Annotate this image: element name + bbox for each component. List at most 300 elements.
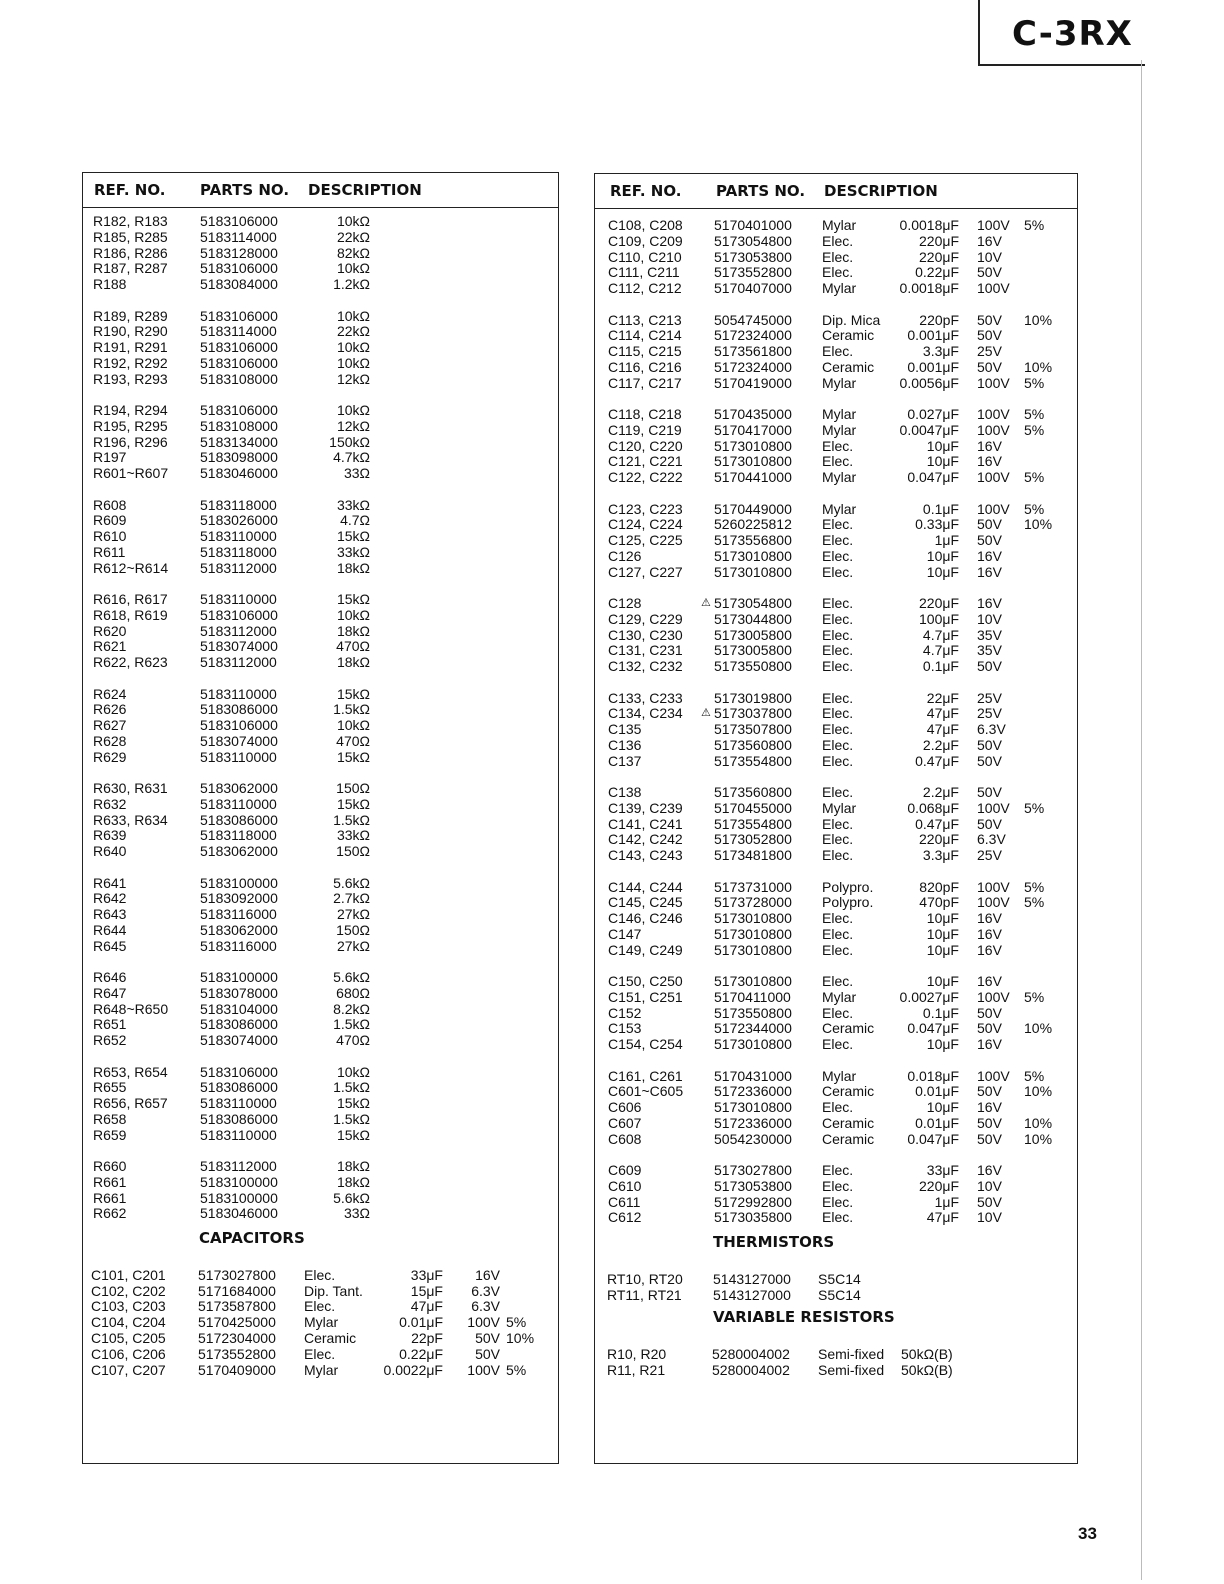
cap-value: 0.001μF xyxy=(907,358,959,375)
table-row xyxy=(83,1001,558,1017)
table-row xyxy=(83,1346,558,1362)
ref-no: RT10, RT20 xyxy=(607,1270,683,1287)
table-row xyxy=(595,438,1077,454)
cap-type: Elec. xyxy=(822,1177,854,1194)
cap-value: 15μF xyxy=(410,1282,443,1299)
table-row xyxy=(595,249,1077,265)
parts-no: 5183100000 xyxy=(200,969,278,985)
parts-no: 5173010800 xyxy=(714,941,792,958)
ref-no: C103, C203 xyxy=(91,1298,166,1315)
parts-no: 5183086000 xyxy=(200,1110,278,1127)
table-row xyxy=(83,796,558,812)
cap-value: 0.047μF xyxy=(907,1020,959,1037)
tolerance: 5% xyxy=(1024,421,1045,438)
table-row xyxy=(83,1330,558,1346)
voltage-rating: 100V xyxy=(977,469,1010,486)
cap-type: Elec. xyxy=(822,1099,854,1116)
ref-no: C609 xyxy=(608,1162,642,1178)
table-row xyxy=(595,1178,1077,1194)
parts-no: 5170417000 xyxy=(714,421,792,438)
resistance-value: 470Ω xyxy=(336,638,370,655)
parts-no: 5173587800 xyxy=(198,1298,276,1315)
resistance-value: 33Ω xyxy=(343,1205,370,1222)
ref-no: R655 xyxy=(93,1079,127,1096)
parts-no: 5173561800 xyxy=(714,343,792,360)
ref-no: C115, C215 xyxy=(608,343,682,360)
cap-value: 10μF xyxy=(926,437,959,454)
resistance-value: 82kΩ xyxy=(336,244,370,261)
ref-no: C144, C244 xyxy=(608,878,683,895)
parts-no: 5170425000 xyxy=(198,1314,276,1331)
parts-no: 5173010800 xyxy=(714,925,792,942)
parts-no: 5170431000 xyxy=(714,1067,792,1084)
cap-type: Elec. xyxy=(822,626,854,643)
parts-no: 5172336000 xyxy=(714,1114,792,1131)
table-row xyxy=(595,595,1077,611)
cap-value: 47μF xyxy=(926,705,959,722)
voltage-rating: 50V xyxy=(475,1329,500,1346)
cap-value: 0.01μF xyxy=(399,1314,443,1331)
parts-no: 5183078000 xyxy=(200,984,278,1001)
ref-no: R661 xyxy=(93,1189,127,1206)
voltage-rating: 25V xyxy=(977,705,1002,722)
parts-no: 5173556800 xyxy=(714,532,792,549)
parts-no: 5280004002 xyxy=(712,1362,790,1379)
ref-no: C101, C201 xyxy=(91,1266,166,1283)
cap-value: 0.0018μF xyxy=(899,280,959,297)
page-number: 33 xyxy=(1078,1524,1097,1543)
cap-value: 22μF xyxy=(926,689,959,706)
parts-no: 5183106000 xyxy=(200,606,278,623)
voltage-rating: 100V xyxy=(977,421,1010,438)
resistance-value: 33kΩ xyxy=(336,827,370,844)
table-row xyxy=(595,1131,1077,1147)
cap-type: Mylar xyxy=(822,280,857,297)
table-row xyxy=(595,375,1077,391)
parts-no: 5143127000 xyxy=(713,1286,791,1303)
table-row xyxy=(83,827,558,843)
parts-no: 5183110000 xyxy=(200,1095,277,1112)
table-row xyxy=(83,213,558,229)
resistance-value: 10kΩ xyxy=(336,354,370,371)
table-row xyxy=(595,627,1077,643)
voltage-rating: 16V xyxy=(977,910,1002,927)
parts-no: 5183046000 xyxy=(200,1205,278,1222)
table-row xyxy=(83,1158,558,1174)
voltage-rating: 10V xyxy=(977,248,1002,265)
ref-no: R196, R296 xyxy=(93,433,168,450)
tolerance: 5% xyxy=(1024,500,1045,517)
resistance-value: 33kΩ xyxy=(336,543,370,560)
parts-no: 5172992800 xyxy=(714,1193,792,1210)
parts-no: 5183110000 xyxy=(200,591,277,607)
cap-type: Mylar xyxy=(304,1314,339,1331)
voltage-rating: 16V xyxy=(977,973,1002,989)
cap-value: 0.047μF xyxy=(907,469,959,486)
table-row xyxy=(83,1283,558,1299)
parts-no: 5173728000 xyxy=(714,894,792,911)
table-row xyxy=(595,879,1077,895)
parts-no: 5173052800 xyxy=(714,831,792,848)
table-row xyxy=(595,327,1077,343)
tolerance: 10% xyxy=(1024,358,1053,375)
ref-no: C161, C261 xyxy=(608,1067,683,1084)
resistance-value: 12kΩ xyxy=(336,417,370,434)
left-table-header xyxy=(83,173,558,208)
parts-no: 5183100000 xyxy=(200,874,278,891)
voltage-rating: 16V xyxy=(977,453,1002,470)
resistance-value: 470Ω xyxy=(336,732,370,749)
resistance-value: 5.6kΩ xyxy=(333,1189,370,1206)
ref-no: C150, C250 xyxy=(608,973,683,989)
cap-type: Elec. xyxy=(822,721,854,738)
ref-no: C608 xyxy=(608,1130,642,1147)
resistance-value: 50kΩ(B) xyxy=(901,1362,953,1379)
table-row xyxy=(595,1099,1077,1115)
cap-value: 220pF xyxy=(919,311,959,328)
table-row xyxy=(595,1068,1077,1084)
parts-no: 5183110000 xyxy=(200,685,277,702)
table-row xyxy=(595,737,1077,753)
voltage-rating: 50V xyxy=(977,736,1002,753)
cap-type: Elec. xyxy=(822,563,854,580)
parts-no: 5183098000 xyxy=(200,449,278,466)
cap-type: Mylar xyxy=(822,217,857,233)
parts-no: 5173010800 xyxy=(714,1099,792,1116)
ref-no: C139, C239 xyxy=(608,799,683,816)
ref-no: C130, C230 xyxy=(608,626,683,643)
parts-no: 5173552800 xyxy=(714,264,792,281)
table-row xyxy=(595,753,1077,769)
tolerance: 10% xyxy=(1024,1114,1053,1131)
cap-type: Elec. xyxy=(304,1298,336,1315)
ref-no: R642 xyxy=(93,890,127,907)
resistance-value: 10kΩ xyxy=(336,606,370,623)
model-title: C-3RX xyxy=(1012,14,1133,54)
cap-type: Mylar xyxy=(822,799,857,816)
ref-no: R187, R287 xyxy=(93,260,168,277)
cap-value: 0.1μF xyxy=(922,1004,959,1021)
table-row xyxy=(595,501,1077,517)
tolerance: 5% xyxy=(1024,878,1045,895)
table-row xyxy=(595,359,1077,375)
cap-type: Ceramic xyxy=(822,327,875,344)
parts-no-header: PARTS NO. xyxy=(716,182,806,200)
resistance-value: 1.5kΩ xyxy=(333,1079,370,1096)
parts-no: 5183086000 xyxy=(200,1079,278,1096)
ref-no: C114, C214 xyxy=(608,327,682,344)
ref-no: C151, C251 xyxy=(608,988,683,1005)
voltage-rating: 50V xyxy=(977,752,1002,769)
parts-no: 5183106000 xyxy=(200,1063,278,1080)
cap-value: 10μF xyxy=(926,1036,959,1053)
ref-no: C123, C223 xyxy=(608,500,683,517)
table-row xyxy=(595,469,1077,485)
cap-type: Dip. Mica xyxy=(822,311,881,328)
table-row xyxy=(83,402,558,418)
table-row xyxy=(595,1020,1077,1036)
cap-type: Elec. xyxy=(822,1193,854,1210)
parts-no: 5183110000 xyxy=(200,748,277,765)
ref-no: R191, R291 xyxy=(93,339,168,356)
table-row xyxy=(595,894,1077,910)
voltage-rating: 100V xyxy=(467,1361,500,1378)
table-row xyxy=(595,1271,1077,1287)
ref-no: R662 xyxy=(93,1205,127,1222)
table-row xyxy=(83,1362,558,1378)
parts-no: 5173560800 xyxy=(714,736,792,753)
ref-no: R660 xyxy=(93,1158,127,1174)
cap-type: Elec. xyxy=(822,925,854,942)
voltage-rating: 50V xyxy=(977,532,1002,549)
capacitors-section-title: CAPACITORS xyxy=(199,1228,305,1247)
ref-no: C610 xyxy=(608,1177,642,1194)
resistance-value: 1.5kΩ xyxy=(333,811,370,828)
ref-no: C152 xyxy=(608,1004,642,1021)
resistance-value: 50kΩ(B) xyxy=(901,1346,953,1363)
table-row xyxy=(83,560,558,576)
safety-warning-icon: ⚠ xyxy=(701,707,711,720)
tolerance: 10% xyxy=(1024,1083,1053,1100)
resistance-value: 15kΩ xyxy=(336,795,370,812)
parts-no: 5183112000 xyxy=(200,559,277,576)
cap-type: Elec. xyxy=(822,1209,854,1226)
parts-no: 5173010800 xyxy=(714,437,792,454)
table-row xyxy=(83,229,558,245)
parts-no: 5173550800 xyxy=(714,1004,792,1021)
table-row xyxy=(83,323,558,339)
parts-no: 5183106000 xyxy=(200,402,278,418)
cap-value: 0.027μF xyxy=(907,406,959,422)
voltage-rating: 100V xyxy=(977,1067,1010,1084)
parts-no: 5170441000 xyxy=(714,469,792,486)
table-row xyxy=(595,233,1077,249)
voltage-rating: 100V xyxy=(467,1314,500,1331)
table-row xyxy=(595,406,1077,422)
table-row xyxy=(83,544,558,560)
cap-type: Elec. xyxy=(822,705,854,722)
voltage-rating: 100V xyxy=(977,500,1010,517)
parts-no: 5173019800 xyxy=(714,689,792,706)
table-row xyxy=(83,276,558,292)
cap-type: Mylar xyxy=(822,374,857,391)
voltage-rating: 6.3V xyxy=(977,721,1006,738)
cap-value: 0.47μF xyxy=(915,815,959,832)
voltage-rating: 100V xyxy=(977,988,1010,1005)
table-row xyxy=(595,989,1077,1005)
cap-value: 4.7μF xyxy=(922,642,959,659)
table-row xyxy=(595,453,1077,469)
table-row xyxy=(83,938,558,954)
resistance-value: 470Ω xyxy=(336,1032,370,1049)
cap-value: 0.0022μF xyxy=(383,1361,443,1378)
cap-type: Ceramic xyxy=(822,1083,875,1100)
cap-type: Ceramic xyxy=(304,1329,357,1346)
cap-type: Elec. xyxy=(822,437,854,454)
cap-type: Elec. xyxy=(822,248,854,265)
table-row xyxy=(83,355,558,371)
cap-type: Elec. xyxy=(822,232,854,249)
cap-value: 0.22μF xyxy=(915,264,959,281)
cap-value: 4.7μF xyxy=(922,626,959,643)
ref-no: R197 xyxy=(93,449,127,466)
parts-no: 5173731000 xyxy=(714,878,792,895)
cap-value: 10μF xyxy=(926,453,959,470)
resistance-value: 10kΩ xyxy=(336,213,370,229)
cap-value: 10μF xyxy=(926,973,959,989)
parts-no: 5172304000 xyxy=(198,1329,276,1346)
ref-no: C116, C216 xyxy=(608,358,682,375)
resistance-value: 15kΩ xyxy=(336,528,370,545)
resistance-value: 27kΩ xyxy=(336,937,370,954)
parts-no: 5173037800 xyxy=(714,705,792,722)
table-row xyxy=(595,532,1077,548)
parts-no: 5170407000 xyxy=(714,280,792,297)
table-row xyxy=(83,591,558,607)
cap-value: 0.1μF xyxy=(922,500,959,517)
ref-no: R632 xyxy=(93,795,127,812)
cap-type: Elec. xyxy=(822,343,854,360)
table-row xyxy=(83,638,558,654)
cap-value: 10μF xyxy=(926,547,959,564)
table-row xyxy=(83,465,558,481)
ref-no: C118, C218 xyxy=(608,406,682,422)
ref-no: R611 xyxy=(93,543,126,560)
cap-type: Elec. xyxy=(822,847,854,864)
parts-no: 5260225812 xyxy=(714,516,792,533)
parts-no: 5173481800 xyxy=(714,847,792,864)
voltage-rating: 50V xyxy=(977,358,1002,375)
parts-no: 5183110000 xyxy=(200,795,277,812)
parts-no: 5183086000 xyxy=(200,1016,278,1033)
resistance-value: 10kΩ xyxy=(336,717,370,734)
cap-type: Elec. xyxy=(822,689,854,706)
parts-no: 5172324000 xyxy=(714,358,792,375)
ref-no: R659 xyxy=(93,1126,127,1143)
parts-no: 5170411000 xyxy=(714,988,791,1005)
ref-no: C110, C210 xyxy=(608,248,682,265)
cap-type: Ceramic xyxy=(822,1114,875,1131)
resistance-value: 4.7Ω xyxy=(340,512,370,529)
cap-type: Elec. xyxy=(822,264,854,281)
ref-no: C113, C213 xyxy=(608,311,682,328)
table-row xyxy=(595,217,1077,233)
parts-no: 5183108000 xyxy=(200,417,278,434)
ref-no: R190, R290 xyxy=(93,323,168,340)
cap-type: Ceramic xyxy=(822,358,875,375)
ref-no: C124, C224 xyxy=(608,516,683,533)
cap-type: Elec. xyxy=(822,784,854,800)
ref-no: R661 xyxy=(93,1173,127,1190)
table-row xyxy=(595,611,1077,627)
ref-no: R193, R293 xyxy=(93,370,168,387)
parts-no: 5183106000 xyxy=(200,213,278,229)
right-table-header xyxy=(595,174,1077,209)
parts-no: 5173010800 xyxy=(714,547,792,564)
ref-no: C119, C219 xyxy=(608,421,682,438)
table-row xyxy=(595,1036,1077,1052)
voltage-rating: 50V xyxy=(977,1004,1002,1021)
cap-type: Elec. xyxy=(304,1345,336,1362)
voltage-rating: 10V xyxy=(977,610,1002,627)
parts-no: 5171684000 xyxy=(198,1282,276,1299)
ref-no: R188 xyxy=(93,276,127,293)
ref-no: C109, C209 xyxy=(608,232,683,249)
ref-no: R194, R294 xyxy=(93,402,168,418)
parts-no: 5170455000 xyxy=(714,799,792,816)
parts-no: 5173027800 xyxy=(714,1162,792,1178)
cap-type: Elec. xyxy=(822,831,854,848)
resistance-value: 150Ω xyxy=(336,843,370,860)
table-row xyxy=(595,721,1077,737)
ref-no: C111, C211 xyxy=(608,264,680,281)
thermistors-section-title: THERMISTORS xyxy=(713,1232,835,1251)
ref-no: R643 xyxy=(93,906,127,923)
ref-no: C612 xyxy=(608,1209,642,1226)
thermistor-type: S5C14 xyxy=(818,1286,861,1303)
parts-no: 5183114000 xyxy=(200,228,277,245)
cap-type: Elec. xyxy=(822,973,854,989)
table-row xyxy=(83,890,558,906)
ref-no: C146, C246 xyxy=(608,910,683,927)
ref-no-header: REF. NO. xyxy=(610,182,682,200)
parts-no: 5173053800 xyxy=(714,248,792,265)
cap-type: Mylar xyxy=(304,1361,339,1378)
resistance-value: 12kΩ xyxy=(336,370,370,387)
parts-no: 5183106000 xyxy=(200,260,278,277)
parts-no: 5183134000 xyxy=(200,433,278,450)
cap-value: 3.3μF xyxy=(922,847,959,864)
thermistor-type: S5C14 xyxy=(818,1270,861,1287)
resistor-type: Semi-fixed xyxy=(818,1346,885,1363)
ref-no: R633, R634 xyxy=(93,811,168,828)
cap-type: Polypro. xyxy=(822,878,874,895)
ref-no: R644 xyxy=(93,921,127,938)
tolerance: 5% xyxy=(1024,988,1045,1005)
parts-no: 5183062000 xyxy=(200,843,278,860)
table-row xyxy=(83,985,558,1001)
parts-no: 5143127000 xyxy=(713,1270,791,1287)
ref-no: C606 xyxy=(608,1099,642,1116)
voltage-rating: 16V xyxy=(977,232,1002,249)
voltage-rating: 10V xyxy=(977,1177,1002,1194)
ref-no: R618, R619 xyxy=(93,606,168,623)
cap-value: 33μF xyxy=(410,1266,443,1283)
cap-value: 0.018μF xyxy=(907,1067,959,1084)
parts-no: 5173010800 xyxy=(714,563,792,580)
resistance-value: 680Ω xyxy=(336,984,370,1001)
tolerance: 5% xyxy=(506,1314,527,1331)
cap-type: Mylar xyxy=(822,988,857,1005)
resistance-value: 10kΩ xyxy=(336,402,370,418)
tolerance: 5% xyxy=(1024,799,1045,816)
tolerance: 5% xyxy=(1024,217,1045,233)
ref-no: R653, R654 xyxy=(93,1063,168,1080)
table-row xyxy=(595,690,1077,706)
cap-value: 0.047μF xyxy=(907,1130,959,1147)
ref-no: C134, C234 xyxy=(608,705,683,722)
table-row xyxy=(83,812,558,828)
ref-no: R641 xyxy=(93,874,127,891)
resistance-value: 150Ω xyxy=(336,921,370,938)
voltage-rating: 50V xyxy=(977,1130,1002,1147)
ref-no: C142, C242 xyxy=(608,831,683,848)
ref-no: R630, R631 xyxy=(93,780,168,796)
ref-no: R647 xyxy=(93,984,127,1001)
cap-type: Mylar xyxy=(822,406,857,422)
table-row xyxy=(595,264,1077,280)
table-row xyxy=(83,1314,558,1330)
